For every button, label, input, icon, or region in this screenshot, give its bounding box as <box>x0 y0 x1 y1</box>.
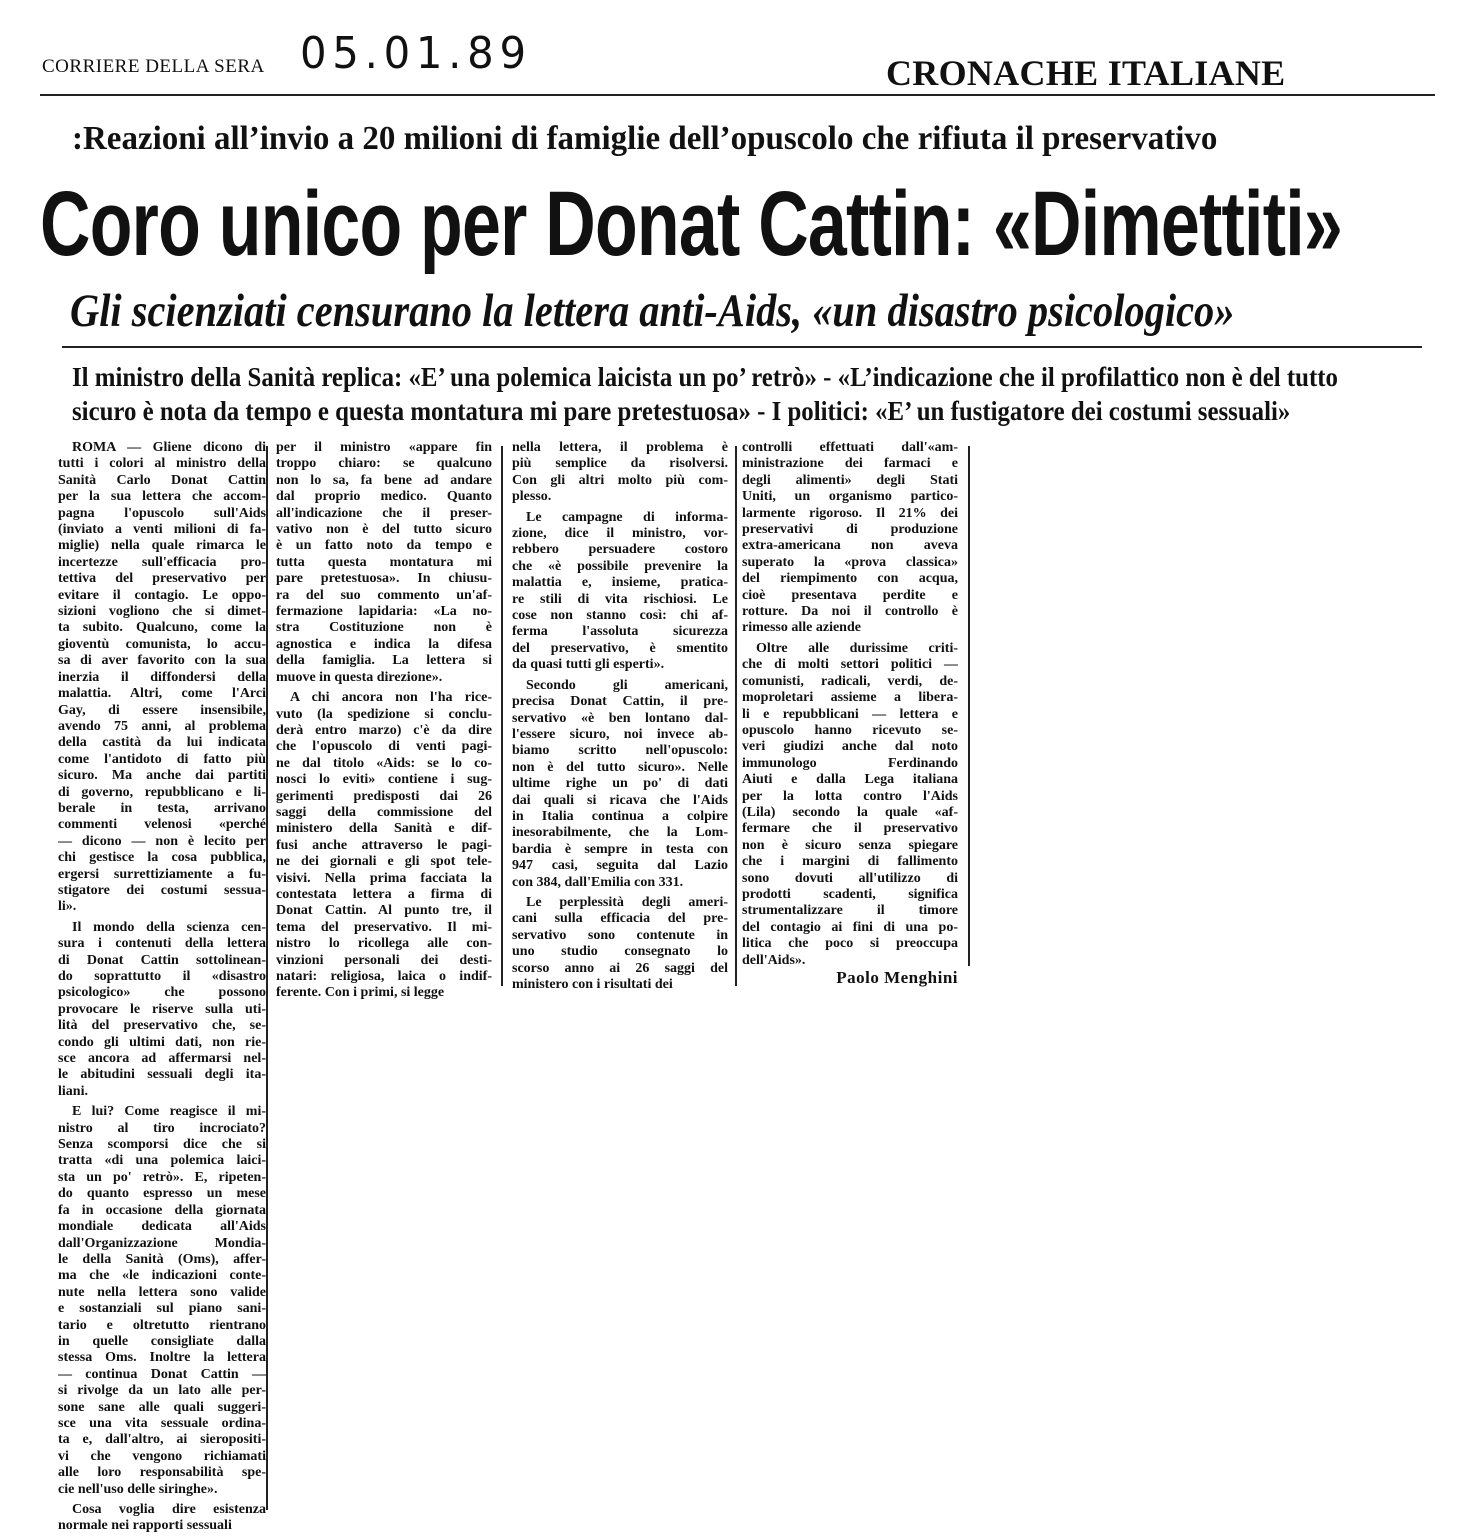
text-line: Oltre alle durissime criti- <box>756 640 958 656</box>
text-line: che di molti settori politici — <box>742 657 958 673</box>
text-line: (Lila) secondo la quale «af- <box>742 804 958 820</box>
text-line: dall'Organizzazione Mondia- <box>58 1235 266 1251</box>
paragraph <box>742 641 958 969</box>
text-line: è un fatto noto da tempo e <box>276 538 492 554</box>
text-line: pare pretestuosa». In chiusu- <box>276 571 492 587</box>
text-line: ergersi surrettiziamente a fu- <box>58 866 266 882</box>
text-line: in quelle consigliate dalla <box>58 1333 266 1349</box>
text-line: liani. <box>58 1083 88 1099</box>
text-line: che l'opuscolo di venti pagi- <box>276 739 492 755</box>
paragraph <box>276 440 492 686</box>
text-line: dai quali si ricava che l'Aids <box>512 792 728 808</box>
text-line: ministero della Sanità e dif- <box>276 821 492 837</box>
paragraph <box>512 678 728 891</box>
text-line: superato la «prova classica» <box>742 554 958 570</box>
text-line: fermare che il preservativo <box>742 821 958 837</box>
text-line: re stili di vita rischiosi. Le <box>512 591 728 607</box>
text-line: per il ministro «appare fin <box>276 440 492 455</box>
text-line: visivi. Nella prima facciata la <box>276 870 492 886</box>
text-line: Il mondo della scienza cen- <box>72 919 266 935</box>
text-line: nella lettera, il problema è <box>512 440 728 455</box>
text-line: malattia e, insieme, pratica- <box>512 575 728 591</box>
text-line: per la sua lettera che accom- <box>58 489 266 505</box>
text-line: controlli effettuati dall'«am- <box>742 440 958 455</box>
text-line: di Donat Cattin sottolinean- <box>58 952 266 968</box>
column-divider <box>501 446 503 986</box>
text-line: del riempimento con acqua, <box>742 571 958 587</box>
text-line: fa in occasione della giornata <box>58 1202 266 1218</box>
text-line: cie nell'uso delle siringhe». <box>58 1481 218 1497</box>
text-line: immunologo Ferdinando <box>742 755 958 771</box>
text-line: cose non stanno così: chi af- <box>512 608 728 624</box>
text-line: nosci lo eviti» contiene i sug- <box>276 772 492 788</box>
text-line: Aiuti e dalla Lega italiana <box>742 772 958 788</box>
text-line: tutti i colori al ministro della <box>58 456 266 472</box>
text-line: le abitudini sessuali degli ita- <box>58 1067 266 1083</box>
text-line: larmente rigoroso. Il 21% dei <box>742 505 958 521</box>
text-line: in Italia continua a colpire <box>512 808 728 824</box>
column-divider <box>266 446 268 1510</box>
text-line: stessa Oms. Inoltre la lettera <box>58 1350 266 1366</box>
text-line: rebbero persuadere costoro <box>512 542 728 558</box>
text-line: servativo sono contenute in <box>512 927 728 943</box>
text-line: Uniti, un organismo partico- <box>742 489 958 505</box>
text-line: A chi ancora non l'ha rice- <box>290 690 492 706</box>
paragraph <box>276 690 492 1002</box>
text-line: provocare le riserve sulla uti- <box>58 1001 266 1017</box>
text-line: ma che «le indicazioni conte- <box>58 1268 266 1284</box>
text-line: Le campagne di informa- <box>526 509 728 525</box>
text-line: di governo, repubblicano e li- <box>58 784 266 800</box>
paragraph <box>58 440 266 916</box>
text-line: mondiale dedicata all'Aids <box>58 1219 266 1235</box>
text-line: sono dovuti all'utilizzo di <box>742 870 958 886</box>
text-line: sce ancora ad affermarsi nel- <box>58 1051 266 1067</box>
text-line: dell'Aids». <box>742 952 806 968</box>
text-line: cani sulla efficacia del pre- <box>512 911 728 927</box>
article-column-4 <box>742 440 958 973</box>
paragraph <box>742 440 958 637</box>
text-line: Senza scomporsi dice che si <box>58 1137 266 1153</box>
text-line: non è del tutto sicuro». Nelle <box>512 759 728 775</box>
text-line: gerimenti predisposti dai 26 <box>276 788 492 804</box>
text-line: le della Sanità (Oms), affer- <box>58 1251 266 1267</box>
paragraph <box>58 1502 266 1535</box>
text-line: berale in testa, arrivano <box>58 800 266 816</box>
text-line: — continua Donat Cattin — <box>58 1366 266 1382</box>
text-line: sura i contenuti della lettera <box>58 936 266 952</box>
text-line: li». <box>58 899 77 915</box>
paragraph <box>512 510 728 674</box>
handwritten-date: 05.01.89 <box>300 28 532 79</box>
text-line: fermazione lapidaria: «La no- <box>276 604 492 620</box>
text-line: della castità da lui indicata <box>58 735 266 751</box>
text-line: prodotti scadenti, significa <box>742 886 958 902</box>
text-line: 947 casi, seguita dal Lazio <box>512 858 728 874</box>
text-line: pagna l'opuscolo sull'Aids <box>58 505 266 521</box>
text-line: lità del preservativo che, se- <box>58 1018 266 1034</box>
text-line: do quanto espresso un mese <box>58 1186 266 1202</box>
text-line: (inviato a venti milioni di fa- <box>58 522 266 538</box>
column-divider <box>968 446 970 966</box>
text-line: sizioni vogliono che si dimet- <box>58 604 266 620</box>
text-line: sa di aver favorito con la sua <box>58 653 266 669</box>
text-line: commenti velenosi «perché <box>58 817 266 833</box>
text-line: ne dal titolo «Aids: se lo co- <box>276 755 492 771</box>
text-line: nistro lo ricollega alle con- <box>276 936 492 952</box>
text-line: nistro al tiro incrociato? <box>58 1120 266 1136</box>
text-line: del preservativo, è smentito <box>512 640 728 656</box>
text-line: ministero con i risultati dei <box>512 977 673 992</box>
text-line: comunisti, radicali, verdi, de- <box>742 673 958 689</box>
text-line: Con gli altri molto più com- <box>512 472 728 488</box>
text-line: ferma l'assoluta sicurezza <box>512 624 728 640</box>
text-line: rimesso alle aziende <box>742 620 861 636</box>
text-line: del contagio ai fini di una po- <box>742 919 958 935</box>
text-line: tema del preservativo. Il mi- <box>276 919 492 935</box>
header-divider <box>40 94 1435 96</box>
article-kicker: :Reazioni all’invio a 20 milioni di famiglie dell’opuscolo che rifiuta il preservativo <box>72 120 1218 157</box>
text-line: alle loro responsabilità spe- <box>58 1465 266 1481</box>
text-line: saggi della commissione del <box>276 804 492 820</box>
text-line: miglie) nella quale rimarca le <box>58 538 266 554</box>
text-line: agnostica e indica la difesa <box>276 636 492 652</box>
text-line: ministrazione dei farmaci e <box>742 456 958 472</box>
text-line: preservativi di produzione <box>742 522 958 538</box>
article-column-3 <box>512 440 728 997</box>
summary-line: sicuro è nota da tempo e questa montatura mi pare pretestuosa» - I politici: «E’ un fustigatore dei costumi sessuali» <box>72 396 1291 426</box>
text-line: stigatore dei costumi sessua- <box>58 882 266 898</box>
text-line: Sanità Carlo Donat Cattin <box>58 472 266 488</box>
text-line: veri giudizi anche dal noto <box>742 739 958 755</box>
text-line: evitare il contagio. Le oppo- <box>58 587 266 603</box>
text-line: — dicono — non è lecito per <box>58 833 266 849</box>
text-line: plesso. <box>512 489 552 505</box>
paragraph <box>58 920 266 1100</box>
paragraph <box>58 1104 266 1498</box>
text-line: non lo sa, fa bene ad andare <box>276 472 492 488</box>
text-line: psicologico» che possono <box>58 985 266 1001</box>
text-line: strumentalizzare il timore <box>742 903 958 919</box>
text-line: avendo 75 anni, al problema <box>58 718 266 734</box>
text-line: chi gestisce la cosa pubblica, <box>58 850 266 866</box>
article-column-1 <box>58 440 266 1539</box>
text-line: ferente. Con i primi, si legge <box>276 985 445 1001</box>
text-line: fusi anche attraverso le pagi- <box>276 837 492 853</box>
text-line: sicuro. Ma anche dai partiti <box>58 768 266 784</box>
section-title: CRONACHE ITALIANE <box>886 53 1286 93</box>
text-line: natari: religiosa, laica o indif- <box>276 969 492 984</box>
text-line: do soprattutto il «disastro <box>58 969 266 984</box>
text-line: contestata lettera a firma di <box>276 886 492 902</box>
paragraph <box>512 440 728 506</box>
text-line: derà entro marzo) c'è da dire <box>276 722 492 738</box>
text-line: servativo «è ben lontano dal- <box>512 710 728 726</box>
text-line: ne dei giornali e gli spot tele- <box>276 854 492 870</box>
text-line: Donat Cattin. Al punto tre, il <box>276 903 492 919</box>
column-divider <box>735 446 737 986</box>
text-line: rotture. Da noi il controllo è <box>742 604 958 620</box>
text-line: degli alimenti» degli Stati <box>742 472 958 488</box>
text-line: Le perplessità degli ameri- <box>526 894 728 910</box>
text-line: cioè presentava perdite e <box>742 587 958 603</box>
text-line: vuto (la spedizione si conclu- <box>276 706 492 722</box>
text-line: extra-americana non aveva <box>742 538 958 554</box>
text-line: scorso anno ai 26 saggi del <box>512 960 728 976</box>
text-line: ta e, dall'altro, ai sieropositi- <box>58 1432 266 1448</box>
text-line: si rivolge da un lato alle per- <box>58 1383 266 1399</box>
text-line: opuscolo hanno ricevuto se- <box>742 722 958 738</box>
text-line: tettiva del preservativo per <box>58 571 266 587</box>
text-line: più semplice da risolversi. <box>512 456 728 472</box>
text-line: muove in questa direzione». <box>276 669 443 685</box>
summary-line: Il ministro della Sanità replica: «E’ una polemica laicista un po’ retrò» - «L’indicazione che il profilattico non è del tutto <box>72 362 1338 392</box>
text-line: che «è possibile prevenire la <box>512 558 728 574</box>
article-subheadline: Gli scienziati censurano la lettera anti-Aids, «un disastro psicologico» <box>70 285 1235 337</box>
newspaper-masthead: CORRIERE DELLA SERA <box>42 56 265 77</box>
text-line: li e repubblicani — lettera e <box>742 706 958 722</box>
text-line: e sostanziali sul piano sani- <box>58 1301 266 1317</box>
text-line: vinzioni personali dei desti- <box>276 952 492 968</box>
text-line: come l'antidoto di fatto più <box>58 751 266 767</box>
text-line: ultime righe un po' di dati <box>512 776 728 792</box>
text-line: stra Costituzione non è <box>276 620 492 636</box>
text-line: incertezze sull'efficacia pro- <box>58 554 266 570</box>
text-line: l'essere sicuro, noi invece ab- <box>512 726 728 742</box>
text-line: E lui? Come reagisce il mi- <box>72 1104 266 1120</box>
text-line: zione, dice il ministro, vor- <box>512 526 728 542</box>
text-line: ta subito. Qualcuno, come la <box>58 620 266 636</box>
text-line: all'indicazione che il preser- <box>276 505 492 521</box>
text-line: uno studio consegnato lo <box>512 944 728 960</box>
text-line: inerzia il diffondersi della <box>58 669 266 685</box>
text-line: Gay, di essere insensibile, <box>58 702 266 718</box>
text-line: troppo chiaro: se qualcuno <box>276 456 492 472</box>
text-line: tratta «di una polemica laici- <box>58 1153 266 1169</box>
text-line: Secondo gli americani, <box>526 677 728 693</box>
text-line: non è sicuro senza spiegare <box>742 837 958 853</box>
text-line: per la lotta contro l'Aids <box>742 788 958 804</box>
text-line: tario e oltretutto rientrano <box>58 1317 266 1333</box>
text-line: vi che vengono richiamati <box>58 1448 266 1464</box>
text-line: sce una vita sessuale ordina- <box>58 1415 266 1431</box>
text-line: nute nella lettera sono valide <box>58 1284 266 1300</box>
text-line: con 384, dall'Emilia con 331. <box>512 874 684 890</box>
text-line: biamo scritto nell'opuscolo: <box>512 743 728 759</box>
text-line: sta un po' retrò». E, ripeten- <box>58 1169 266 1185</box>
text-line: malattia. Altri, come l'Arci <box>58 686 266 702</box>
author-byline: Paolo Menghini <box>836 968 958 987</box>
text-line: ROMA — Gliene dicono di <box>72 440 266 455</box>
subhead-divider <box>62 346 1422 348</box>
paragraph <box>512 895 728 993</box>
text-line: da quasi tutti gli esperti». <box>512 657 665 673</box>
text-line: normale nei rapporti sessuali <box>58 1518 232 1534</box>
text-line: moproletari assieme a libera- <box>742 690 958 706</box>
article-headline: Coro unico per Donat Cattin: «Dimettiti» <box>40 173 1343 275</box>
text-line: Cosa voglia dire esistenza <box>72 1502 266 1517</box>
text-line: gioventù comunista, lo accu- <box>58 636 266 652</box>
text-line: tutta questa montatura mi <box>276 554 492 570</box>
article-column-2 <box>276 440 492 1006</box>
text-line: precisa Donat Cattin, il pre- <box>512 694 728 710</box>
text-line: vativo non è del tutto sicuro <box>276 522 492 538</box>
text-line: litica che poco si preoccupa <box>742 936 958 952</box>
text-line: sone sane alle quali suggeri- <box>58 1399 266 1415</box>
text-line: bardia è sempre in testa con <box>512 841 728 857</box>
text-line: della famiglia. La lettera si <box>276 653 492 669</box>
text-line: che i margini di fallimento <box>742 854 958 870</box>
text-line: condo gli ultimi dati, non rie- <box>58 1034 266 1050</box>
text-line: dal proprio medico. Quanto <box>276 489 492 505</box>
text-line: inesorabilmente, che la Lom- <box>512 825 728 841</box>
text-line: ra del suo commento un'af- <box>276 587 492 603</box>
